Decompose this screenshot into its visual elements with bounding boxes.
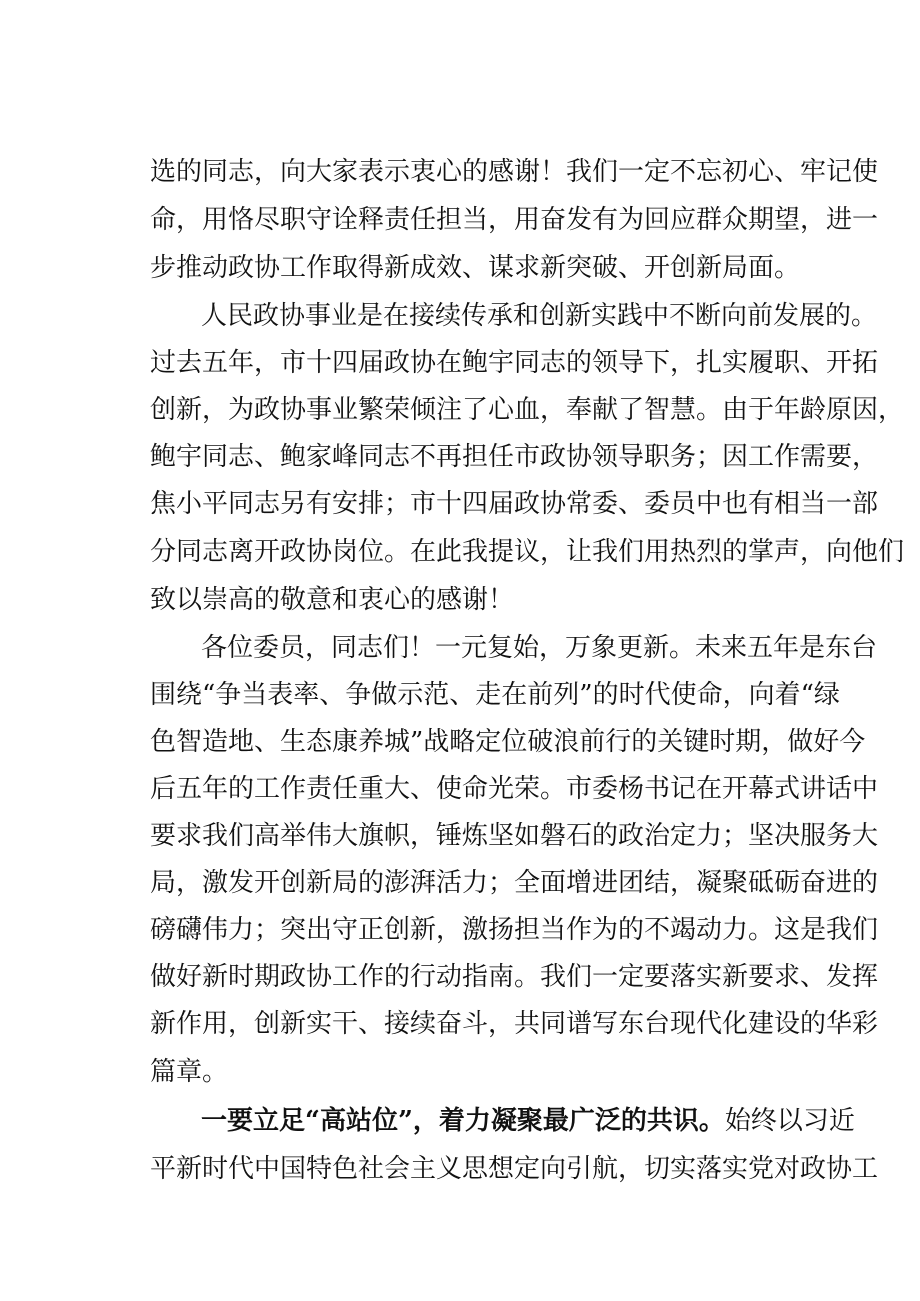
paragraph-first-line: 人民政协事业是在接续传承和创新实践中不断向前发展的。 [201,301,878,331]
text-line: 平新时代中国特色社会主义思想定向引航，切实落实党对政协工 [150,1154,879,1184]
text-line: 致以崇高的敬意和衷心的感谢！ [150,585,515,615]
text-line: 要求我们高举伟大旗帜，锤炼坚如磐石的政治定力；坚决服务大 [150,821,879,851]
text-line: 创新，为政协事业繁荣倾注了心血，奉献了智慧。由于年龄原因， [150,395,905,425]
text-line: 焦小平同志另有安排；市十四届政协常委、委员中也有相当一部 [150,489,879,519]
text-line: 选的同志，向大家表示衷心的感谢！我们一定不忘初心、牢记使 [150,157,879,187]
text-line: 分同志离开政协岗位。在此我提议，让我们用热烈的掌声，向他们 [150,537,905,567]
text-line: 围绕“争当表率、争做示范、走在前列”的时代使命，向着“绿 [150,680,840,710]
text-line: 篇章。 [150,1057,229,1087]
text-line: 磅礴伟力；突出守正创新，激扬担当作为的不竭动力。这是我们 [150,915,879,945]
text-line: 步推动政协工作取得新成效、谋求新突破、开创新局面。 [150,253,801,283]
text-line: 色智造地、生态康养城”战略定位破浪前行的关键时期，做好今 [150,727,866,757]
text-line: 做好新时期政协工作的行动指南。我们一定要落实新要求、发挥 [150,962,879,992]
text-line: 鲍宇同志、鲍家峰同志不再担任市政协领导职务；因工作需要， [150,442,879,472]
text-line: 新作用，创新实干、接续奋斗，共同谱写东台现代化建设的华彩 [150,1009,879,1039]
text-line: 过去五年，市十四届政协在鲍宇同志的领导下，扎实履职、开拓 [150,348,879,378]
text-line: 局，激发开创新局的澎湃活力；全面增进团结，凝聚砥砺奋进的 [150,868,879,898]
paragraph-first-line: 各位委员，同志们！一元复始，万象更新。未来五年是东台 [201,633,878,663]
text-line: 命，用恪尽职守诠释责任担当，用奋发有为回应群众期望，进一 [150,205,879,235]
section-heading-line [201,1101,855,1141]
section-heading: 一要立足“高站位”，着力凝聚最广泛的共识。 [201,1106,725,1136]
text-line: 后五年的工作责任重大、使命光荣。市委杨书记在开幕式讲话中 [150,774,879,804]
section-text: 始终以习近 [724,1106,855,1136]
